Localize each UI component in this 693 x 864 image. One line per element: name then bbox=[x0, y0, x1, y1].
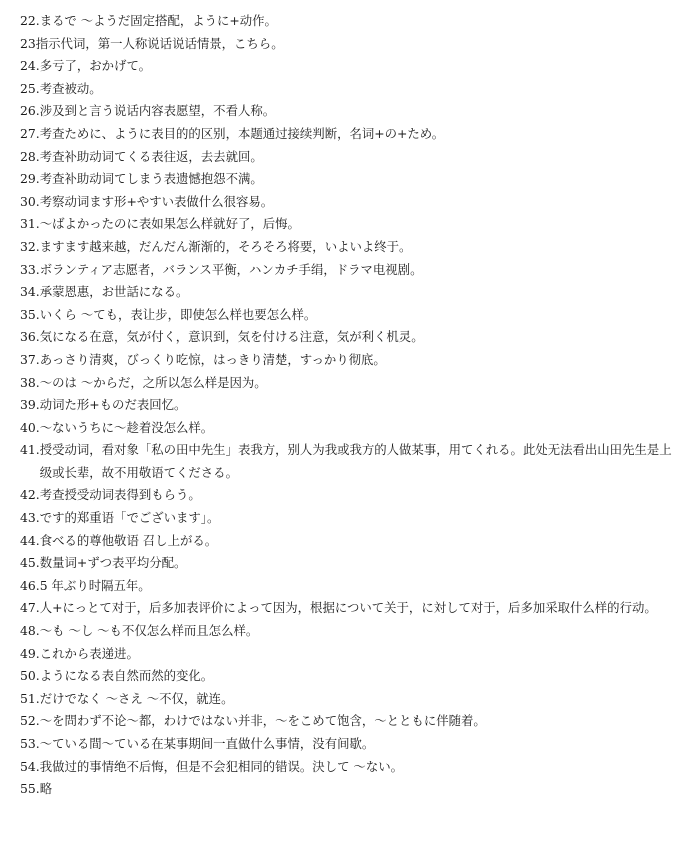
item-number: 46. bbox=[20, 577, 40, 593]
item-text: 5 年ぶり时隔五年。 bbox=[39, 577, 151, 593]
item-number: 23 bbox=[20, 35, 36, 51]
item-text: いくら ～ても，表让步，即使怎么样也要怎么样。 bbox=[39, 306, 317, 322]
item-number: 36. bbox=[20, 329, 40, 345]
item-text: 略 bbox=[39, 781, 53, 797]
list-item bbox=[20, 168, 683, 191]
list-item bbox=[20, 620, 683, 643]
list-item bbox=[20, 78, 683, 101]
item-number: 48. bbox=[20, 623, 40, 639]
item-text: 涉及到と言う说话内容表愿望，不看人称。 bbox=[39, 103, 276, 119]
item-number: 29. bbox=[20, 171, 40, 187]
item-number: 43. bbox=[20, 510, 40, 526]
item-number: 33. bbox=[20, 261, 40, 277]
item-text: 人+にっとて对于，后多加表评价によって因为，根据について关于，に対して对于，后多加采取什么样的行动。 bbox=[39, 600, 657, 616]
item-number: 50. bbox=[20, 668, 40, 684]
list-item bbox=[20, 326, 683, 349]
item-number: 28. bbox=[20, 148, 40, 164]
item-text: 数量词+ずつ表平均分配。 bbox=[39, 555, 187, 571]
item-text: 指示代词，第一人称说话说话情景，こちら。 bbox=[35, 35, 284, 51]
item-number: 24. bbox=[20, 58, 40, 74]
item-text: 考查补助动词てしまう表遗憾抱怨不满。 bbox=[39, 171, 263, 187]
item-number: 55. bbox=[20, 781, 40, 797]
item-number: 26. bbox=[20, 103, 40, 119]
list-item bbox=[20, 123, 683, 146]
list-item bbox=[20, 33, 683, 56]
item-number: 49. bbox=[20, 645, 40, 661]
list-item bbox=[20, 213, 683, 236]
item-text: 考查被动。 bbox=[39, 80, 102, 96]
item-text: ～ている間～ている在某事期间一直做什么事情，没有间歇。 bbox=[39, 736, 375, 751]
list-item bbox=[20, 597, 683, 620]
item-number: 30. bbox=[20, 193, 40, 209]
item-text: 动词た形+ものだ表回忆。 bbox=[39, 397, 187, 413]
item-text: ようになる表自然而然的变化。 bbox=[39, 668, 214, 684]
list-item bbox=[20, 236, 683, 259]
item-number: 51. bbox=[20, 690, 40, 706]
item-text: まるで ～ようだ固定搭配，ように+动作。 bbox=[39, 13, 277, 28]
item-number: 54. bbox=[20, 758, 40, 774]
list-item bbox=[20, 439, 683, 484]
item-text: 食べる的尊他敬语 召し上がる。 bbox=[39, 532, 218, 548]
list-item bbox=[20, 710, 683, 733]
item-number: 34. bbox=[20, 284, 40, 300]
list-item bbox=[20, 349, 683, 372]
list-item bbox=[20, 304, 683, 327]
item-text: あっさり清爽，びっくり吃惊，はっきり清楚，すっかり彻底。 bbox=[39, 351, 386, 367]
list-item bbox=[20, 733, 683, 756]
list-item bbox=[20, 10, 683, 33]
item-text: 承蒙恩惠，お世話になる。 bbox=[39, 284, 189, 300]
list-item bbox=[20, 507, 683, 530]
list-item bbox=[20, 756, 683, 779]
list-item bbox=[20, 372, 683, 395]
item-text: 考查补助动词てくる表往返，去去就回。 bbox=[39, 148, 263, 164]
item-text: 考查ために、ように表目的的区别，本题通过接续判断，名词+の+ため。 bbox=[39, 125, 445, 141]
list-item bbox=[20, 191, 683, 214]
item-number: 25. bbox=[20, 80, 40, 96]
item-number: 32. bbox=[20, 238, 40, 254]
item-text: です的郑重语「でございます」。 bbox=[39, 510, 220, 526]
item-text: ～ないうちに～趁着没怎么样。 bbox=[39, 419, 214, 435]
item-number: 41. bbox=[20, 442, 40, 458]
item-number: 37. bbox=[20, 351, 40, 367]
list-item bbox=[20, 417, 683, 440]
list-item bbox=[20, 552, 683, 575]
item-number: 45. bbox=[20, 555, 40, 571]
list-item bbox=[20, 484, 683, 507]
item-text: ボランティア志愿者，バランス平衡，ハンカチ手绢，ドラマ电视剧。 bbox=[39, 261, 423, 277]
item-text: 多亏了，おかげて。 bbox=[39, 58, 151, 74]
item-text: ますます越来越，だんだん渐渐的，そろそろ将要，いよいよ终于。 bbox=[39, 238, 412, 254]
item-number: 39. bbox=[20, 397, 40, 413]
item-text: 我做过的事情绝不后悔，但是不会犯相同的错误。決して ～ない。 bbox=[39, 758, 403, 774]
list-item bbox=[20, 281, 683, 304]
list-item bbox=[20, 575, 683, 598]
item-number: 44. bbox=[20, 532, 40, 548]
item-text: 考察动词ます形+やすい表做什么很容易。 bbox=[39, 193, 274, 209]
list-item bbox=[20, 394, 683, 417]
list-item bbox=[20, 146, 683, 169]
item-number: 52. bbox=[20, 713, 40, 729]
list-item bbox=[20, 643, 683, 666]
item-text: 気になる在意，気が付く，意识到，気を付ける注意，気が利く机灵。 bbox=[39, 329, 424, 345]
item-number: 35. bbox=[20, 306, 40, 322]
list-item bbox=[20, 530, 683, 553]
item-number: 22. bbox=[20, 13, 40, 28]
item-text: ～のは ～からだ，之所以怎么样是因为。 bbox=[39, 374, 267, 390]
item-text: だけでなく ～さえ ～不仅，就连。 bbox=[39, 690, 234, 706]
item-text: 考查授受动词表得到もらう。 bbox=[39, 487, 201, 503]
list-item bbox=[20, 100, 683, 123]
list-item bbox=[20, 778, 683, 801]
item-text: これから表递进。 bbox=[39, 645, 139, 661]
item-number: 53. bbox=[20, 736, 40, 751]
item-text: ～も ～し ～も不仅怎么样而且怎么样。 bbox=[39, 623, 259, 639]
item-text: 授受动词，看对象「私の田中先生」表我方，别人为我或我方的人做某事，用てくれる。此处无法看出山田先生是上级或长辈，故不用敬语てくださる。 bbox=[39, 442, 672, 480]
item-number: 47. bbox=[20, 600, 40, 616]
list-item bbox=[20, 688, 683, 711]
item-number: 40. bbox=[20, 419, 40, 435]
item-text: ～ばよかったのに表如果怎么样就好了，后悔。 bbox=[39, 216, 300, 232]
list-item bbox=[20, 55, 683, 78]
item-number: 42. bbox=[20, 487, 40, 503]
list-item bbox=[20, 665, 683, 688]
item-number: 31. bbox=[20, 216, 40, 232]
item-number: 38. bbox=[20, 374, 40, 390]
item-number: 27. bbox=[20, 125, 40, 141]
item-text: ～を問わず不论～都，わけではない并非，～をこめて饱含，～とともに伴随着。 bbox=[39, 713, 486, 729]
list-item bbox=[20, 259, 683, 282]
